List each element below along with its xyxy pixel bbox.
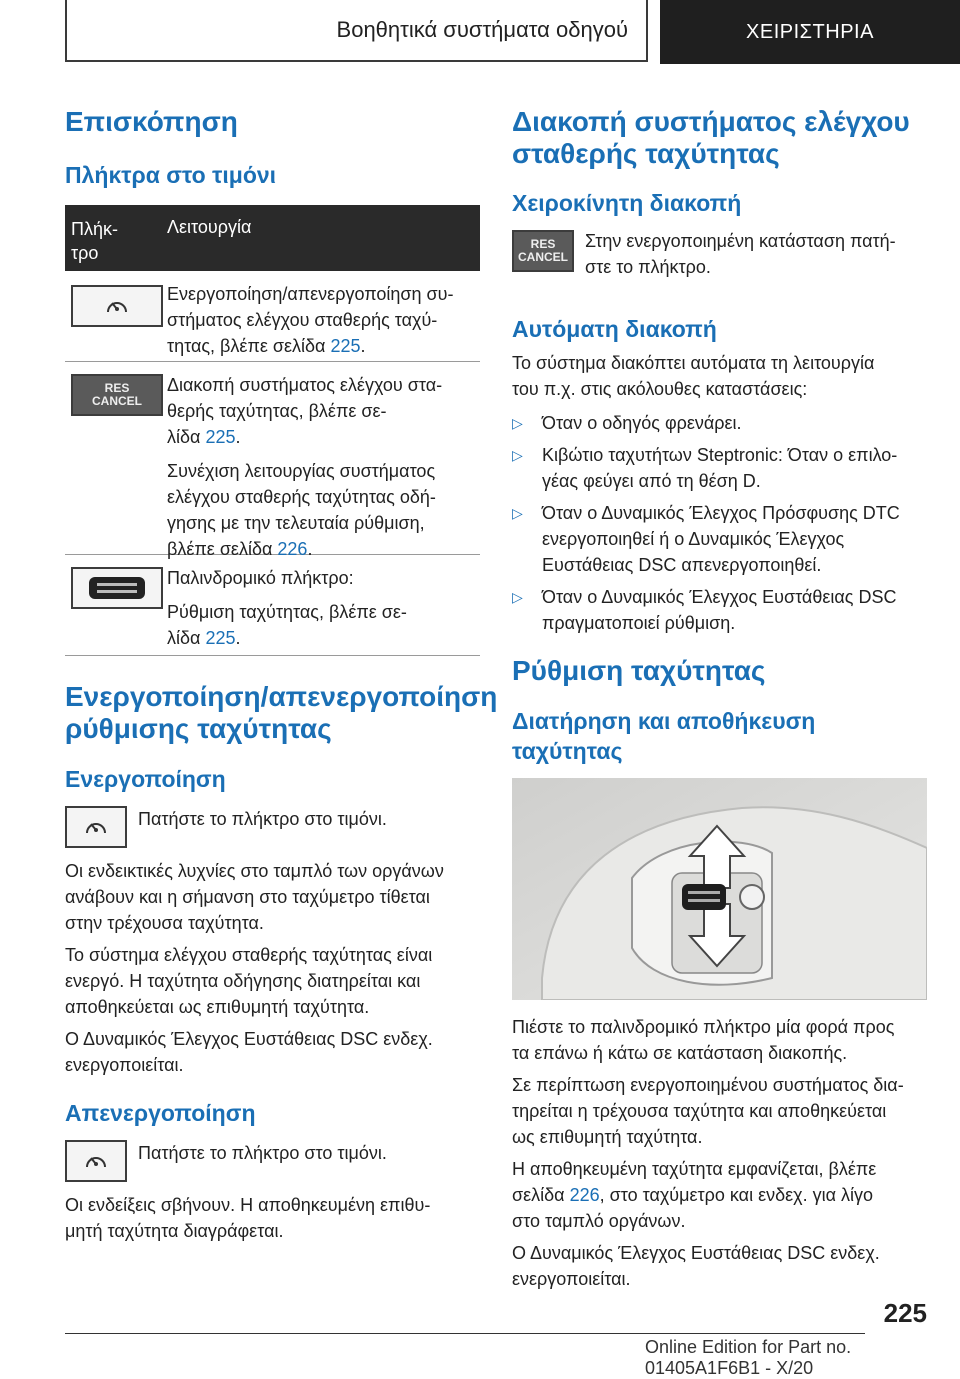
- auto-stop-heading: Αυτόματη διακοπή: [512, 316, 717, 342]
- row2-line2: θερής ταχύτητας, βλέπε σε-: [167, 401, 387, 421]
- res-label: RES: [104, 381, 130, 395]
- speed-text: τηρείται η τρέχουσα ταχύτητα και αποθηκεύεται: [512, 1101, 887, 1121]
- speed-text: Ο Δυναμικός Έλεγχος Ευστάθειας DSC ενδεχ.: [512, 1243, 880, 1263]
- res-cancel-key: [71, 374, 163, 416]
- activation-text: αποθηκεύεται ως επιθυμητή ταχύτητα.: [65, 997, 370, 1017]
- triangle-bullet-icon: ▷: [512, 589, 523, 605]
- keys-heading: Πλήκτρα στο τιμόνι: [65, 162, 277, 188]
- keep-speed-heading-1: Διατήρηση και αποθήκευση: [512, 708, 816, 734]
- col-function-header: Λειτουργία: [167, 217, 252, 237]
- page-number: 225: [883, 1298, 927, 1328]
- activation-text: στην τρέχουσα ταχύτητα.: [65, 913, 264, 933]
- list-item: ▷ Όταν ο Δυναμικός Έλεγχος Ευστάθειας DSC πραγματοποιεί ρύθμιση.: [512, 584, 927, 636]
- steering-wheel-illustration: [512, 778, 927, 1000]
- manual-stop-text: Στην ενεργοποιημένη κατάσταση πατή-: [585, 231, 896, 251]
- list-item: ▷ Όταν ο οδηγός φρενάρει.: [512, 410, 927, 436]
- auto-stop-text: Το σύστημα διακόπτει αυτόματα τη λειτουργία: [512, 353, 875, 373]
- press-key-text: Πατήστε το πλήκτρο στο τιμόνι.: [138, 1143, 387, 1163]
- manual-stop-text: στε το πλήκτρο.: [585, 257, 711, 277]
- cruise-toggle-key: [65, 1140, 127, 1182]
- speed-text: Η αποθηκευμένη ταχύτητα εμφανίζεται, βλέπε: [512, 1159, 877, 1179]
- cruise-toggle-key: [65, 806, 127, 848]
- row1-line1: Ενεργοποίηση/απενεργοποίηση συ-: [167, 284, 454, 304]
- keep-speed-heading-2: ταχύτητας: [512, 738, 623, 764]
- speed-text: Πιέστε το παλινδρομικό πλήκτρο μία φορά προς: [512, 1017, 895, 1037]
- cruise-toggle-key: [71, 285, 163, 327]
- speed-text: τα επάνω ή κάτω σε κατάσταση διακοπής.: [512, 1043, 848, 1063]
- stop-heading-1: Διακοπή συστήματος ελέγχου: [512, 106, 910, 137]
- cancel-label: CANCEL: [518, 250, 568, 264]
- auto-stop-text: του π.χ. στις ακόλουθες καταστάσεις:: [512, 379, 808, 399]
- page-header: [65, 0, 960, 64]
- press-key-text: Πατήστε το πλήκτρο στο τιμόνι.: [138, 809, 387, 829]
- deactivation-text: Οι ενδείξεις σβήνουν. Η αποθηκευμένη επιθυ-: [65, 1195, 431, 1215]
- cruise-control-icon: [83, 1151, 109, 1171]
- rocker-switch-icon: [87, 575, 147, 601]
- row1-line3: τητας, βλέπε σελίδα: [167, 336, 331, 356]
- manual-stop-heading: Χειροκίνητη διακοπή: [512, 190, 742, 216]
- activation-heading-1: Ενεργοποίηση/απενεργοποίηση: [65, 681, 498, 712]
- list-item: ▷ Κιβώτιο ταχυτήτων Steptronic: Όταν ο επιλο- γέας φεύγει από τη θέση D.: [512, 442, 927, 494]
- table-row: RES CANCEL Διακοπή συστήματος ελέγχου στα- θερής ταχύτητας, βλέπε σε- λίδα 225. Συνέχιση λειτουργίας συστήματος ελέγχου σταθερής ταχύτητας οδή- γησης με την τελευταία ρύθμιση, βλέπε σελίδα 226.: [65, 362, 480, 555]
- activation-text: ενεργό. Η ταχύτητα οδήγησης διατηρείται και: [65, 971, 421, 991]
- rocker-key: [71, 567, 163, 609]
- table-row: Παλινδρομικό πλήκτρο: Ρύθμιση ταχύτητας, βλέπε σε- λίδα 225.: [65, 555, 480, 656]
- page-ref-link[interactable]: 226: [569, 1185, 600, 1205]
- row2-line6: γησης με την τελευταία ρύθμιση,: [167, 513, 425, 533]
- speed-text: ως επιθυμητή ταχύτητα.: [512, 1127, 703, 1147]
- page-ref-link[interactable]: 225: [330, 336, 361, 356]
- activation-text: ενεργοποιείται.: [65, 1055, 184, 1075]
- row3-line2: Ρύθμιση ταχύτητας, βλέπε σε-: [167, 602, 407, 622]
- overview-heading: Επισκόπηση: [65, 106, 238, 137]
- footer-divider: [65, 1333, 865, 1334]
- table-header: [65, 205, 480, 271]
- triangle-bullet-icon: ▷: [512, 415, 523, 431]
- table-row: Ενεργοποίηση/απενεργοποίηση συ- στήματος ελέγχου σταθερής ταχύ- τητας, βλέπε σελίδα 225.: [65, 271, 480, 362]
- row2-line1: Διακοπή συστήματος ελέγχου στα-: [167, 375, 443, 395]
- activation-text: Οι ενδεικτικές λυχνίες στο ταμπλό των οργάνων: [65, 861, 444, 881]
- stop-heading-2: σταθερής ταχύτητας: [512, 138, 780, 169]
- activation-subheading: Ενεργοποίηση: [65, 766, 226, 792]
- triangle-bullet-icon: ▷: [512, 447, 523, 463]
- activation-text: Το σύστημα ελέγχου σταθερής ταχύτητας είναι: [65, 945, 433, 965]
- list-item: ▷ Όταν ο Δυναμικός Έλεγχος Πρόσφυσης DTC ενεργοποιηθεί ή ο Δυναμικός Έλεγχος Ευστάθειας DSC απενεργοποιηθεί.: [512, 500, 927, 578]
- speed-text: ενεργοποιείται.: [512, 1269, 631, 1289]
- edition-text: Online Edition for Part no. 01405A1F6B1 - X/20: [645, 1337, 852, 1378]
- triangle-bullet-icon: ▷: [512, 505, 523, 521]
- col-key-header-1: Πλήκ-: [71, 219, 119, 239]
- activation-heading-2: ρύθμισης ταχύτητας: [65, 713, 332, 744]
- page-ref-link[interactable]: 226: [277, 539, 308, 559]
- cruise-control-icon: [104, 296, 130, 316]
- row3-line1: Παλινδρομικό πλήκτρο:: [167, 568, 354, 588]
- speed-text: στο ταμπλό οργάνων.: [512, 1211, 686, 1231]
- cruise-control-icon: [83, 817, 109, 837]
- row1-line2: στήματος ελέγχου σταθερής ταχύ-: [167, 310, 438, 330]
- res-cancel-key: [512, 230, 574, 272]
- key-table: [65, 205, 480, 656]
- section-title: Βοηθητικά συστήματα οδηγού: [65, 0, 648, 62]
- chapter-tab: ΧΕΙΡΙΣΤΗΡΙΑ: [660, 0, 960, 64]
- activation-text: Ο Δυναμικός Έλεγχος Ευστάθειας DSC ενδεχ.: [65, 1029, 433, 1049]
- page-ref-link[interactable]: 225: [205, 427, 236, 447]
- row2-line5: ελέγχου σταθερής ταχύτητας οδή-: [167, 487, 436, 507]
- cancel-label: CANCEL: [92, 394, 142, 408]
- activation-text: ανάβουν και η σήμανση στο ταχύμετρο τίθεται: [65, 887, 430, 907]
- speed-setting-heading: Ρύθμιση ταχύτητας: [512, 655, 766, 686]
- deactivation-text: μητή ταχύτητα διαγράφεται.: [65, 1221, 284, 1241]
- col-key-header-2: τρο: [71, 243, 99, 263]
- page-ref-link[interactable]: 225: [205, 628, 236, 648]
- res-label: RES: [530, 237, 556, 251]
- steering-wheel-image: [512, 778, 927, 1000]
- speed-text: Σε περίπτωση ενεργοποιημένου συστήματος δια-: [512, 1075, 904, 1095]
- row2-line4: Συνέχιση λειτουργίας συστήματος: [167, 461, 436, 481]
- deactivation-subheading: Απενεργοποίηση: [65, 1100, 256, 1126]
